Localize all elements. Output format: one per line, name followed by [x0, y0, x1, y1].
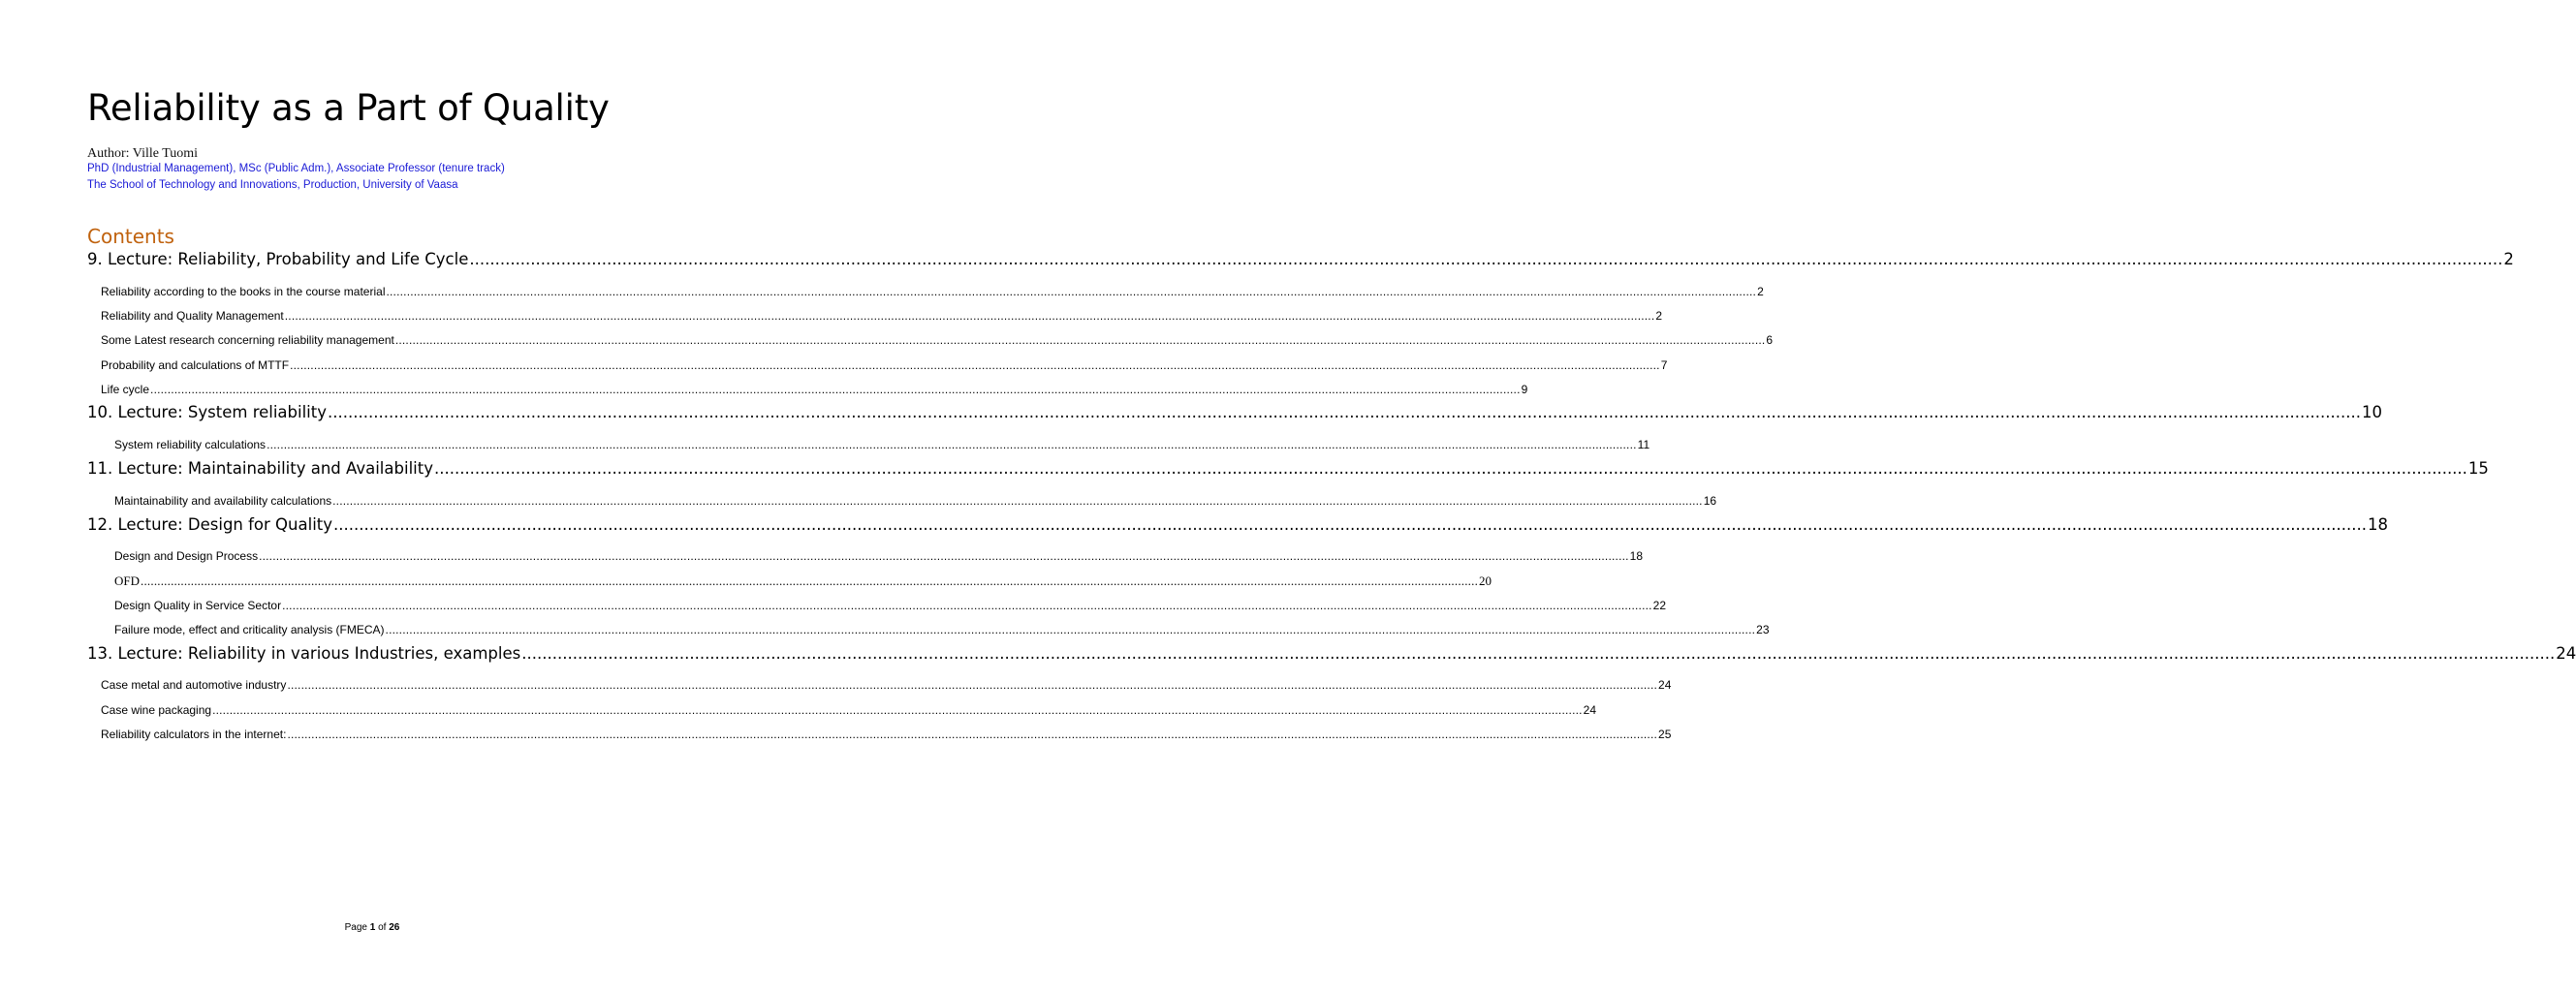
toc-dot-leader: ................................................................................................................................................................................................................................................................................................................................................................................................................: [433, 459, 2467, 478]
author-credentials: PhD (Industrial Management), MSc (Public Adm.), Associate Professor (tenure track): [87, 163, 505, 174]
toc-entry-label: Case metal and automotive industry: [101, 678, 287, 692]
toc-entry-label: Life cycle: [101, 383, 150, 396]
toc-entry-lecture-12[interactable]: [87, 515, 2388, 534]
toc-entry-page: 20: [1479, 574, 1492, 588]
toc-entry[interactable]: [101, 703, 1597, 717]
contents-heading: Contents: [87, 225, 174, 248]
toc-entry-label: Reliability and Quality Management: [101, 309, 284, 323]
toc-dot-leader: ................................................................................................................................................................................................................................................................................................................................................................................................................: [259, 549, 1629, 563]
toc-entry-label: 11. Lecture: Maintainability and Availability: [87, 459, 433, 478]
toc-entry[interactable]: [101, 358, 1668, 372]
toc-dot-leader: ................................................................................................................................................................................................................................................................................................................................................................................................................: [282, 599, 1652, 612]
toc-entry-page: 22: [1652, 599, 1667, 612]
toc-entry-page: 11: [1637, 438, 1650, 451]
toc-entry[interactable]: [114, 574, 1492, 589]
toc-entry-label: Failure mode, effect and criticality analysis (FMECA): [114, 623, 385, 636]
toc-dot-leader: ................................................................................................................................................................................................................................................................................................................................................................................................................: [287, 728, 1658, 741]
toc-entry-lecture-9[interactable]: [87, 250, 2514, 268]
toc-entry-lecture-11[interactable]: [87, 459, 2489, 478]
toc-dot-leader: ................................................................................................................................................................................................................................................................................................................................................................................................................: [212, 703, 1583, 717]
toc-entry-label: 12. Lecture: Design for Quality: [87, 515, 333, 534]
toc-entry-label: Probability and calculations of MTTF: [101, 358, 290, 372]
page-footer: [0, 922, 744, 933]
toc-entry[interactable]: [101, 678, 1672, 692]
toc-dot-leader: ................................................................................................................................................................................................................................................................................................................................................................................................................: [290, 358, 1660, 372]
toc-dot-leader: ................................................................................................................................................................................................................................................................................................................................................................................................................: [332, 494, 1703, 508]
toc-dot-leader: ................................................................................................................................................................................................................................................................................................................................................................................................................: [141, 574, 1479, 588]
toc-entry-page: 24: [1583, 703, 1597, 717]
toc-entry-page: 7: [1660, 358, 1668, 372]
toc-entry-label: Design Quality in Service Sector: [114, 599, 282, 612]
author-line: Author: Ville Tuomi: [87, 146, 199, 161]
toc-entry-page: 15: [2467, 459, 2489, 478]
footer-page-prefix: Page: [344, 922, 367, 933]
toc-dot-leader: ................................................................................................................................................................................................................................................................................................................................................................................................................: [287, 678, 1658, 692]
toc-entry-page: 9: [1521, 383, 1528, 396]
toc-entry[interactable]: [101, 383, 1528, 396]
footer-total-pages: 26: [389, 922, 400, 933]
toc-dot-leader: ................................................................................................................................................................................................................................................................................................................................................................................................................: [267, 438, 1637, 451]
toc-entry-label: Reliability according to the books in the course material: [101, 285, 386, 298]
toc-entry[interactable]: [114, 623, 1770, 636]
toc-dot-leader: ................................................................................................................................................................................................................................................................................................................................................................................................................: [394, 333, 1766, 347]
toc-entry-page: 24: [1658, 678, 1672, 692]
toc-entry[interactable]: [114, 549, 1644, 563]
toc-entry-page: 10: [2361, 403, 2382, 421]
toc-entry-label: Some Latest research concerning reliability management: [101, 333, 394, 347]
toc-entry-label: 9. Lecture: Reliability, Probability and Life Cycle: [87, 250, 469, 268]
toc-entry-lecture-13[interactable]: [87, 644, 2576, 663]
footer-current-page: 1: [369, 922, 376, 933]
toc-entry-page: 24: [2556, 644, 2576, 663]
toc-dot-leader: ................................................................................................................................................................................................................................................................................................................................................................................................................: [328, 403, 2361, 421]
toc-entry-page: 2: [1757, 285, 1764, 298]
toc-entry-page: 16: [1703, 494, 1717, 508]
toc-dot-leader: ................................................................................................................................................................................................................................................................................................................................................................................................................: [150, 383, 1521, 396]
toc-entry-label: Design and Design Process: [114, 549, 259, 563]
toc-entry[interactable]: [114, 494, 1717, 508]
toc-entry-page: 18: [2367, 515, 2388, 534]
toc-entry-label: 13. Lecture: Reliability in various Industries, examples: [87, 644, 521, 663]
toc-entry-page: 18: [1629, 549, 1644, 563]
toc-entry-label: System reliability calculations: [114, 438, 267, 451]
toc-entry[interactable]: [101, 309, 1663, 323]
author-affiliation: The School of Technology and Innovations, Production, University of Vaasa: [87, 179, 458, 191]
toc-dot-leader: ................................................................................................................................................................................................................................................................................................................................................................................................................: [385, 623, 1756, 636]
toc-entry-page: 2: [2503, 250, 2514, 268]
toc-dot-leader: ................................................................................................................................................................................................................................................................................................................................................................................................................: [333, 515, 2367, 534]
toc-entry-label: OFD: [114, 574, 141, 588]
toc-entry[interactable]: [101, 285, 1764, 298]
toc-entry-label: Reliability calculators in the internet:: [101, 728, 287, 741]
toc-entry-page: 23: [1756, 623, 1770, 636]
toc-entry-label: Maintainability and availability calculations: [114, 494, 332, 508]
toc-dot-leader: ................................................................................................................................................................................................................................................................................................................................................................................................................: [521, 644, 2556, 663]
toc-entry[interactable]: [114, 599, 1667, 612]
document-title: Reliability as a Part of Quality: [87, 87, 610, 129]
toc-entry[interactable]: [114, 438, 1650, 451]
toc-dot-leader: ................................................................................................................................................................................................................................................................................................................................................................................................................: [284, 309, 1655, 323]
toc-entry-label: 10. Lecture: System reliability: [87, 403, 328, 421]
toc-dot-leader: ................................................................................................................................................................................................................................................................................................................................................................................................................: [386, 285, 1757, 298]
toc-entry-lecture-10[interactable]: [87, 403, 2382, 421]
toc-entry-page: 2: [1655, 309, 1663, 323]
footer-of: of: [378, 922, 387, 933]
toc-entry[interactable]: [101, 333, 1774, 347]
toc-entry-page: 6: [1766, 333, 1774, 347]
toc-entry-label: Case wine packaging: [101, 703, 212, 717]
toc-entry-page: 25: [1658, 728, 1672, 741]
toc-entry[interactable]: [101, 728, 1672, 741]
toc-dot-leader: ................................................................................................................................................................................................................................................................................................................................................................................................................: [469, 250, 2503, 268]
